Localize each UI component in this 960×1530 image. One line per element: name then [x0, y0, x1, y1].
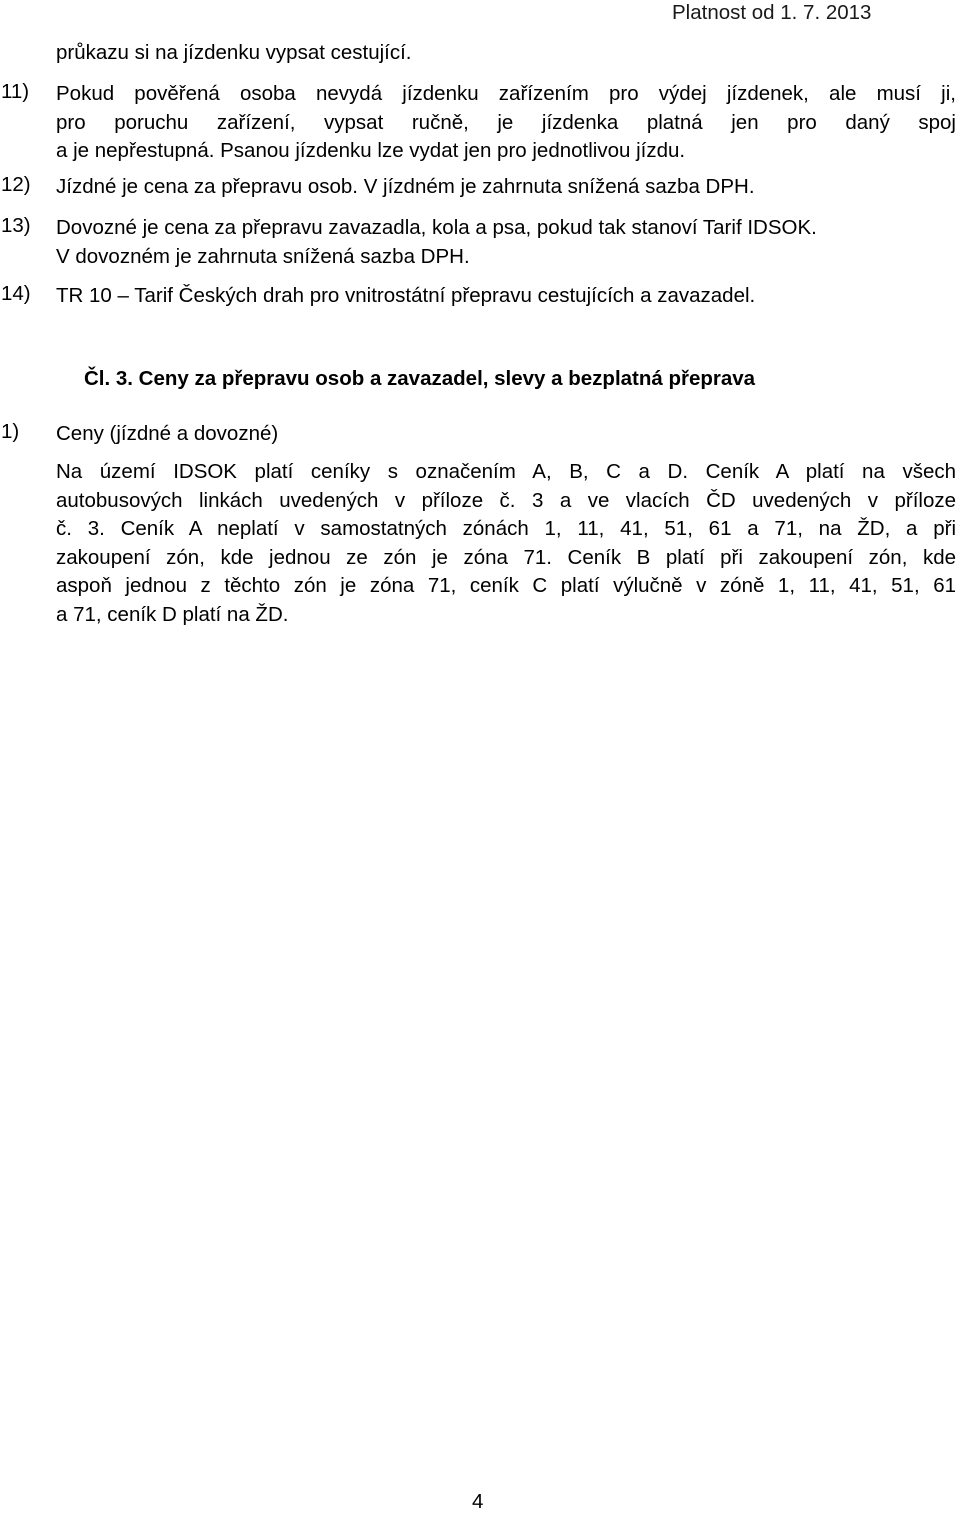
list-item-number: 11)	[1, 80, 30, 103]
text-line: TR 10 – Tarif Českých drah pro vnitrostátní přepravu cestujících a zavazadel.	[56, 284, 756, 307]
paragraph-text	[56, 458, 956, 629]
text-line: č. 3. Ceník A neplatí v samostatných zónách 1, 11, 41, 51, 61 a 71, na ŽD, a při	[56, 517, 956, 540]
list-item-text	[56, 173, 956, 202]
list-item-number: 13)	[1, 214, 31, 237]
page-number: 4	[472, 1490, 484, 1513]
text-line: a 71, ceník D platí na ŽD.	[56, 602, 289, 626]
text-line: Na území IDSOK platí ceníky s označením A, B, C a D. Ceník A platí na všech	[56, 460, 956, 483]
text-line: pro poruchu zařízení, vypsat ručně, je jízdenka platná jen pro daný spoj	[56, 110, 956, 134]
text-line: aspoň jednou z těchto zón je zóna 71, ceník C platí výlučně v zóně 1, 11, 41, 51, 61	[56, 574, 956, 597]
list-item-text	[56, 282, 956, 311]
list-item-number: 12)	[1, 173, 31, 196]
text-line: V dovozném je zahrnuta snížená sazba DPH.	[56, 244, 470, 268]
continuation-text: průkazu si na jízdenku vypsat cestující.	[56, 41, 412, 64]
list-item-number: 14)	[1, 282, 31, 305]
validity-date-header: Platnost od 1. 7. 2013	[672, 1, 872, 24]
text-line: zakoupení zón, kde jednou ze zón je zóna 71. Ceník B platí při zakoupení zón, kde	[56, 545, 956, 569]
list-item-text	[56, 214, 956, 271]
text-line: Pokud pověřená osoba nevydá jízdenku zařízením pro výdej jízdenek, ale musí ji,	[56, 82, 956, 105]
text-line: autobusových linkách uvedených v příloze č. 3 a ve vlacích ČD uvedených v příloze	[56, 488, 956, 512]
article-heading: Čl. 3. Ceny za přepravu osob a zavazadel, slevy a bezplatná přeprava	[84, 367, 756, 390]
sub-item-title	[56, 420, 956, 449]
text-line: Jízdné je cena za přepravu osob. V jízdném je zahrnuta snížená sazba DPH.	[56, 175, 755, 198]
text-line: a je nepřestupná. Psanou jízdenku lze vydat jen pro jednotlivou jízdu.	[56, 139, 686, 162]
sub-item-number: 1)	[1, 420, 20, 443]
text-line: Ceny (jízdné a dovozné)	[56, 422, 279, 445]
text-line: Dovozné je cena za přepravu zavazadla, kola a psa, pokud tak stanoví Tarif IDSOK.	[56, 216, 817, 239]
list-item-text	[56, 80, 956, 166]
